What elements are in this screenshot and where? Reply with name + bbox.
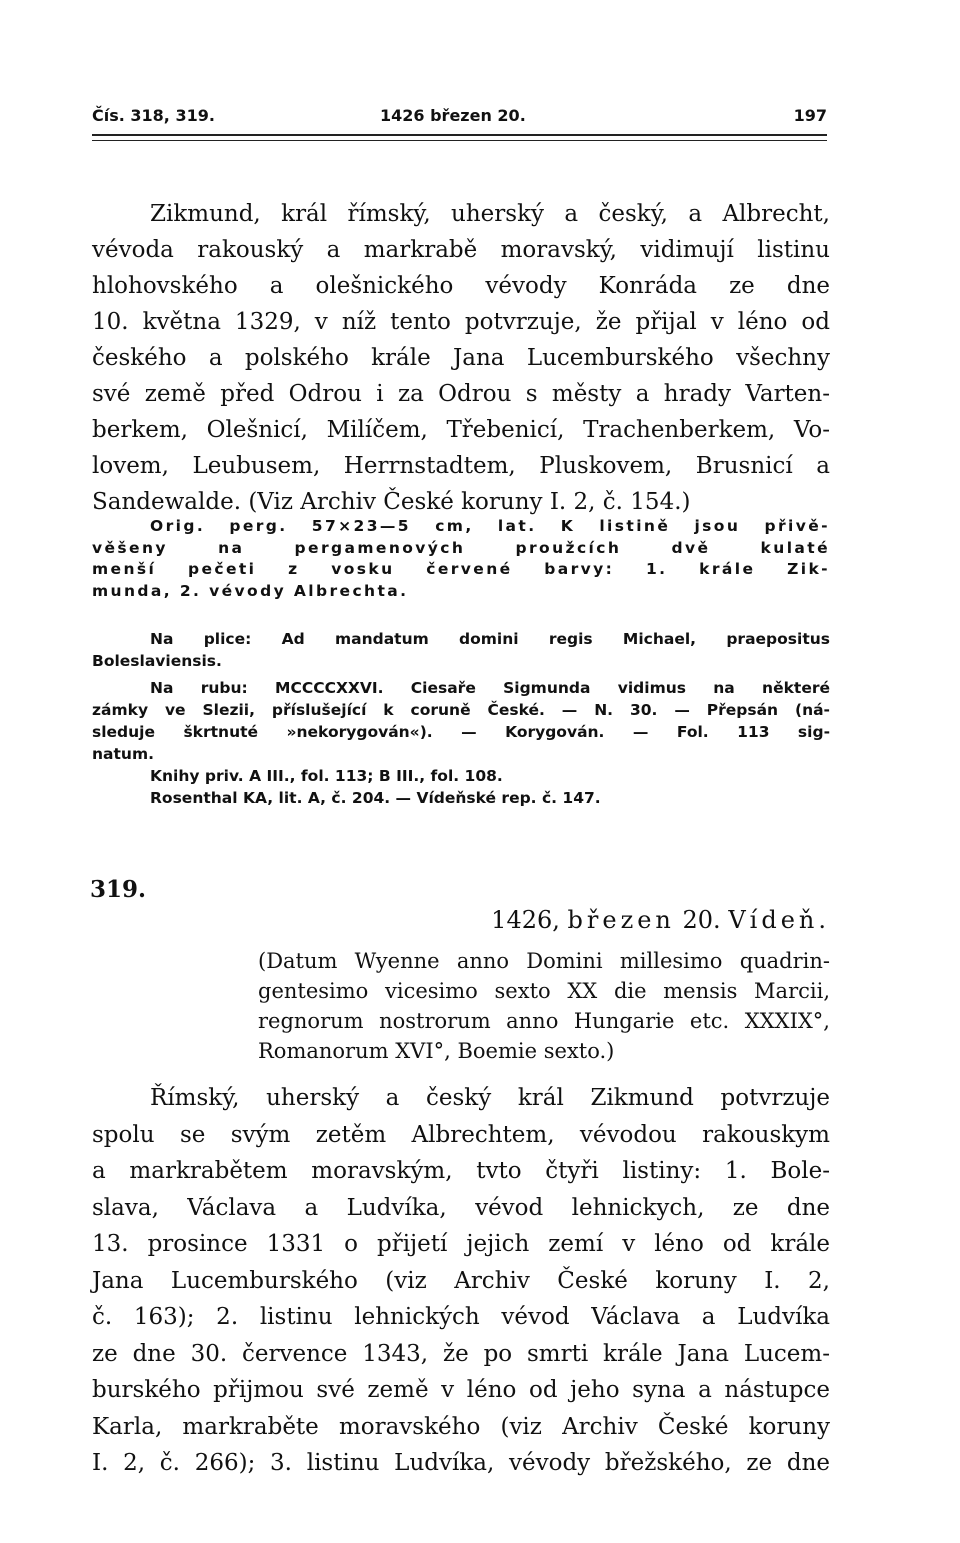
running-head-document-numbers: Čís. 318, 319. — [92, 106, 215, 125]
regest-line: I. 2, č. 266); 3. listinu Ludvíka, vévody břežského, ze dne — [92, 1450, 830, 1476]
regest-line: a markrabětem moravským, tvto čtyři listiny: 1. Bole- — [92, 1158, 830, 1184]
original-description — [92, 516, 830, 602]
orig-line: Orig. perg. 57×23—5 cm, lat. K listině jsou přivě- — [150, 517, 830, 535]
regest-line: č. 163); 2. listinu lehnických vévod Václava a Ludvíka — [92, 1304, 830, 1330]
regest-line: burského přijmou své země v léno od jeho syna a nástupce — [92, 1377, 830, 1403]
regest-line: hlohovského a olešnického vévody Konráda ze dne — [92, 273, 830, 299]
datum-formula — [258, 946, 830, 1066]
date-year: 1426, — [491, 906, 560, 934]
running-head-date: 1426 březen 20. — [380, 106, 526, 125]
orig-line: věšeny na pergamenových proužcích dvě kulaté — [92, 538, 830, 557]
regest-line: spolu se svým zetěm Albrechtem, vévodou rakouskym — [92, 1121, 830, 1148]
regest-line: 10. května 1329, v níž tento potvrzuje, že přijal v léno od — [92, 309, 830, 335]
regest-line: berkem, Olešnicí, Milíčem, Třebenicí, Trachenberkem, Vo- — [92, 417, 830, 443]
rubrum-line: natum. — [92, 745, 154, 763]
date-place: Vídeň. — [728, 906, 830, 934]
orig-line: munda, 2. vévody Albrechta. — [92, 581, 409, 600]
datum-line: (Datum Wyenne anno Domini millesimo quadrin- — [258, 949, 830, 973]
datum-line: Romanorum XVI°, Boemie sexto.) — [258, 1039, 615, 1063]
datum-line: gentesimo vicesimo sexto XX die mensis Marcii, — [258, 979, 830, 1003]
regest-318 — [92, 196, 830, 520]
rubrum-note — [92, 677, 830, 765]
date-month: březen — [567, 906, 675, 934]
page-number: 197 — [793, 106, 827, 125]
regest-line: Římský, uherský a český král Zikmund potvrzuje — [150, 1085, 830, 1111]
source-line: Rosenthal KA, lit. A, č. 204. — Vídeňské rep. č. 147. — [150, 789, 601, 807]
orig-line: menší pečeti z vosku červené barvy: 1. krále Zik- — [92, 560, 830, 578]
regest-line: Sandewalde. (Viz Archiv České koruny I. 2, č. 154.) — [92, 489, 691, 515]
regest-line: vévoda rakouský a markrabě moravský, vidimují listinu — [92, 237, 830, 263]
regest-line: své země před Odrou i za Odrou s městy a hrady Varten- — [92, 381, 830, 407]
date-day: 20. — [682, 906, 721, 934]
regest-319 — [92, 1080, 830, 1482]
source-references — [92, 765, 830, 809]
rubrum-line: Na rubu: MCCCCXXVI. Ciesaře Sigmunda vidimus na některé — [150, 679, 830, 697]
running-head — [92, 106, 827, 128]
regest-line: slava, Václava a Ludvíka, vévod lehnickych, ze dne — [92, 1194, 830, 1221]
regest-line: ze dne 30. července 1343, že po smrti krále Jana Lucem- — [92, 1340, 830, 1367]
document-date-place — [491, 906, 830, 934]
source-line: Knihy priv. A III., fol. 113; B III., fol. 108. — [150, 767, 503, 785]
header-rule-thin — [92, 140, 827, 141]
plica-line: Boleslaviensis. — [92, 652, 222, 670]
regest-line: Zikmund, král římský, uherský a český, a Albrecht, — [150, 201, 830, 227]
regest-line: 13. prosince 1331 o přijetí jejich zemí v léno od krále — [92, 1231, 830, 1257]
plica-line: Na plice: Ad mandatum domini regis Michael, praepositus — [150, 630, 830, 648]
regest-line: lovem, Leubusem, Herrnstadtem, Pluskovem, Brusnicí a — [92, 453, 830, 479]
datum-line: regnorum nostrorum anno Hungarie etc. XXXIX°, — [258, 1009, 830, 1033]
plica-note — [92, 628, 830, 672]
document-number-319: 319. — [90, 876, 147, 903]
rubrum-line: sleduje škrtnuté »nekorygován«). — Korygován. — Fol. 113 sig- — [92, 723, 830, 741]
regest-line: Jana Lucemburského (viz Archiv České koruny I. 2, — [92, 1267, 830, 1294]
rubrum-line: zámky ve Slezii, příslušející k coruně České. — N. 30. — Přepsán (ná- — [92, 701, 830, 719]
regest-line: českého a polského krále Jana Lucemburského všechny — [92, 345, 830, 371]
header-rule-thick — [92, 134, 827, 136]
regest-line: Karla, markraběte moravského (viz Archiv České koruny — [92, 1413, 830, 1440]
